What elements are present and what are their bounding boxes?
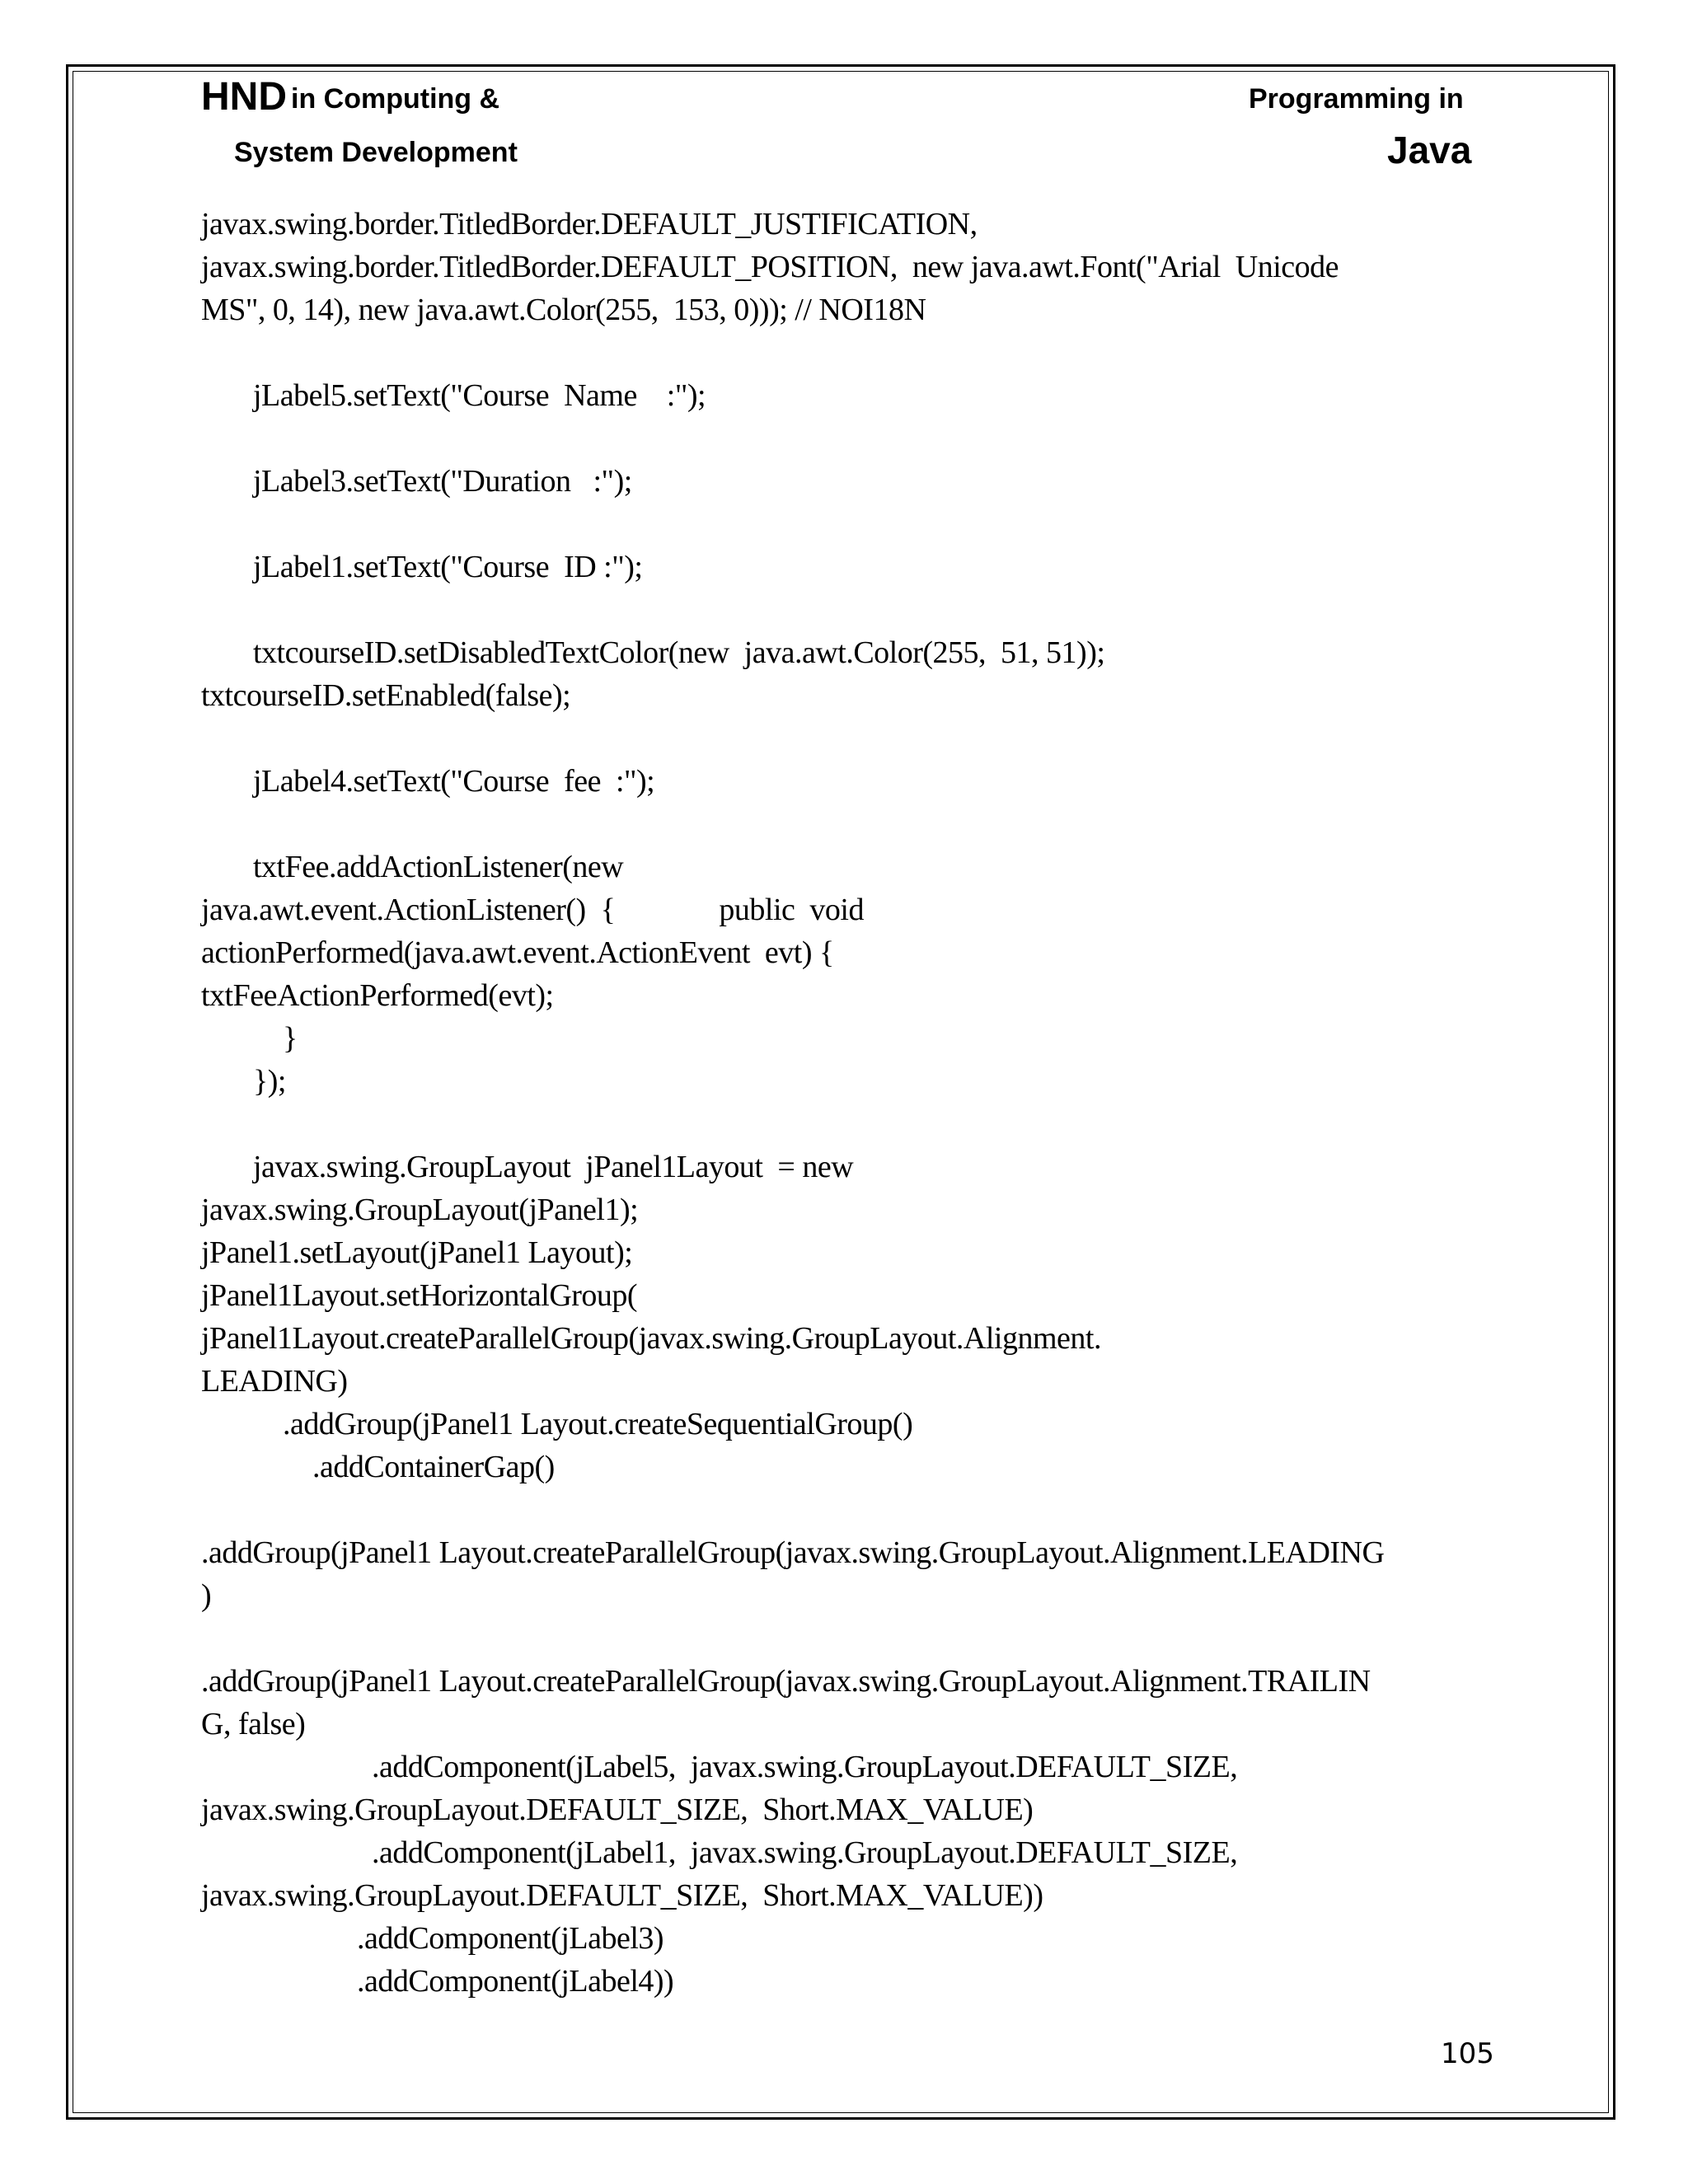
code-line: .addContainerGap() [201, 1450, 555, 1484]
code-line [201, 588, 1487, 631]
code-line: txtFee.addActionListener(new [201, 850, 624, 884]
header-hnd: HND [201, 75, 287, 119]
code-line: .addComponent(jLabel1, javax.swing.GroupLayout.DEFAULT_SIZE, [201, 1835, 1238, 1870]
code-line: jLabel1.setText("Course ID :"); [201, 550, 643, 584]
code-line: } [201, 1021, 298, 1056]
code-line: jLabel4.setText("Course fee :"); [201, 764, 655, 799]
code-line: G, false) [201, 1707, 306, 1741]
code-line: }); [201, 1064, 286, 1099]
code-line: .addGroup(jPanel1 Layout.createParallelGroup(javax.swing.GroupLayout.Alignment.TRAILIN [201, 1664, 1371, 1699]
code-line [201, 503, 1487, 546]
code-line: javax.swing.GroupLayout.DEFAULT_SIZE, Short.MAX_VALUE) [201, 1793, 1034, 1827]
code-line [201, 1103, 1487, 1146]
code-line: jLabel5.setText("Course Name :"); [201, 378, 706, 413]
code-line [201, 1617, 1487, 1660]
code-line: ) [201, 1578, 212, 1613]
code-line: txtFeeActionPerformed(evt); [201, 978, 554, 1013]
code-line: java.awt.event.ActionListener() { public void [201, 893, 864, 927]
code-line: .addComponent(jLabel4)) [201, 1964, 674, 1999]
code-line [201, 1488, 1487, 1531]
code-line: .addGroup(jPanel1 Layout.createParallelGroup(javax.swing.GroupLayout.Alignment.LEADING [201, 1535, 1385, 1570]
header-programming-in: Programming in [1249, 83, 1464, 115]
header-in-computing: in Computing & [291, 83, 500, 115]
code-line: javax.swing.border.TitledBorder.DEFAULT_JUSTIFICATION, [201, 207, 978, 241]
code-line: javax.swing.border.TitledBorder.DEFAULT_POSITION, new java.awt.Font("Arial Unicode [201, 250, 1339, 284]
code-line [201, 717, 1487, 760]
code-line: javax.swing.GroupLayout.DEFAULT_SIZE, Short.MAX_VALUE)) [201, 1878, 1043, 1913]
code-line: jPanel1Layout.createParallelGroup(javax.swing.GroupLayout.Alignment. [201, 1321, 1101, 1356]
code-line [201, 331, 1487, 374]
code-line: .addComponent(jLabel3) [201, 1921, 664, 1956]
code-line: jPanel1Layout.setHorizontalGroup( [201, 1278, 638, 1313]
code-line [201, 417, 1487, 460]
header-java: Java [1387, 129, 1472, 171]
code-line: txtcourseID.setEnabled(false); [201, 678, 571, 713]
code-line: txtcourseID.setDisabledTextColor(new java.awt.Color(255, 51, 51)); [201, 635, 1105, 670]
code-line [201, 803, 1487, 846]
code-line: LEADING) [201, 1364, 348, 1399]
code-line: javax.swing.GroupLayout jPanel1Layout = new [201, 1150, 854, 1184]
code-listing [201, 203, 1487, 2003]
code-line: javax.swing.GroupLayout(jPanel1); [201, 1193, 639, 1227]
page-number: 105 [1441, 2037, 1494, 2070]
code-line: .addGroup(jPanel1 Layout.createSequentialGroup() [201, 1407, 913, 1441]
code-line: actionPerformed(java.awt.event.ActionEvent evt) { [201, 935, 834, 970]
code-line: .addComponent(jLabel5, javax.swing.GroupLayout.DEFAULT_SIZE, [201, 1750, 1238, 1784]
header-system-development: System Development [234, 137, 518, 168]
code-line: jPanel1.setLayout(jPanel1 Layout); [201, 1235, 633, 1270]
code-line: jLabel3.setText("Duration :"); [201, 464, 632, 499]
code-line: MS", 0, 14), new java.awt.Color(255, 153, 0))); // NOI18N [201, 293, 926, 327]
